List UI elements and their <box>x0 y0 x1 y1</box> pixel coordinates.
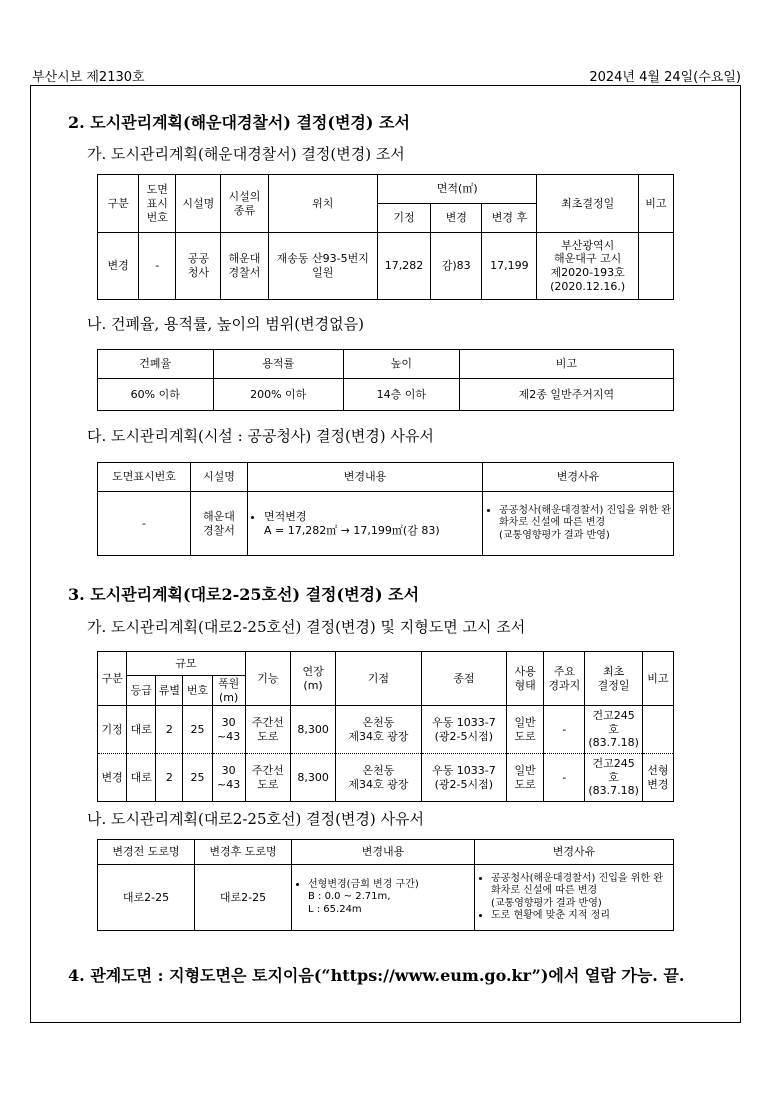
th-height: 높이 <box>343 350 459 379</box>
cell-function: 주간선 도로 <box>245 706 290 754</box>
cell-domyeon: - <box>98 492 191 556</box>
cell-date: 건고245호 (83.7.18) <box>585 754 642 802</box>
cell-use: 일반 도로 <box>507 754 544 802</box>
cell-facility: 공공 청사 <box>176 233 221 300</box>
th-use: 사용 형태 <box>507 652 544 706</box>
cell-start: 온천동 제34호 광장 <box>336 754 421 802</box>
reason-item: • 도로 현황에 맞춘 지적 정리 <box>491 910 671 923</box>
cell-height: 14층 이하 <box>343 379 459 411</box>
th-domyeon: 도면표시번호 <box>98 463 191 492</box>
table-reason-facility <box>97 462 674 556</box>
cell-far: 200% 이하 <box>213 379 343 411</box>
content-l: L : 65.24m <box>308 903 362 915</box>
cell-coverage: 60% 이하 <box>98 379 214 411</box>
section-3b-title: 나. 도시관리계획(대로2-25호선) 결정(변경) 사유서 <box>87 810 425 828</box>
cell-width: 30 ~43 <box>212 754 245 802</box>
cell-grade: 대로 <box>127 706 156 754</box>
th-via: 주요 경과지 <box>544 652 585 706</box>
gazette-issue: 부산시보 제2130호 <box>32 70 145 85</box>
cell-use: 일반 도로 <box>507 706 544 754</box>
th-facility: 시설명 <box>176 175 221 233</box>
th-grade: 등급 <box>127 676 156 706</box>
cell-domyeon: - <box>139 233 176 300</box>
cell-before: 17,282 <box>377 233 430 300</box>
cell-function: 주간선 도로 <box>245 754 290 802</box>
content-item: 면적변경 <box>264 509 307 523</box>
cell-kind: 해운대 경찰서 <box>221 233 268 300</box>
cell-via: - <box>544 754 585 802</box>
cell-content <box>292 865 475 931</box>
gazette-date: 2024년 4월 24일(수요일) <box>589 70 741 85</box>
th-note: 비고 <box>638 175 673 233</box>
cell-date: 부산광역시 해운대구 고시 제2020-193호 (2020.12.16.) <box>537 233 638 300</box>
th-far: 용적률 <box>213 350 343 379</box>
th-after-name: 변경후 도로명 <box>195 840 292 865</box>
th-domyeon: 도면 표시 번호 <box>139 175 176 233</box>
cell-facility: 해운대 경찰서 <box>191 492 248 556</box>
section-3-title: 3. 도시관리계획(대로2-25호선) 결정(변경) 조서 <box>68 585 420 604</box>
th-number: 번호 <box>183 676 212 706</box>
table-road <box>97 651 674 802</box>
th-date: 최초 결정일 <box>585 652 642 706</box>
cell-after: 17,199 <box>482 233 537 300</box>
table-reason-road <box>97 839 674 931</box>
th-content: 변경내용 <box>248 463 483 492</box>
th-facility: 시설명 <box>191 463 248 492</box>
cell-length: 8,300 <box>290 754 335 802</box>
cell-note: 제2종 일반주거지역 <box>459 379 673 411</box>
cell-length: 8,300 <box>290 706 335 754</box>
cell-number: 25 <box>183 706 212 754</box>
cell-via: - <box>544 706 585 754</box>
cell-after-name: 대로2-25 <box>195 865 292 931</box>
cell-location: 재송동 산93-5번지 일원 <box>268 233 377 300</box>
th-note: 비고 <box>642 652 673 706</box>
cell-number: 25 <box>183 754 212 802</box>
cell-note <box>638 233 673 300</box>
table-row <box>98 754 674 802</box>
th-function: 기능 <box>245 652 290 706</box>
th-start: 기점 <box>336 652 421 706</box>
th-scale: 규모 <box>127 652 246 676</box>
cell-width: 30 ~43 <box>212 706 245 754</box>
table-row <box>98 706 674 754</box>
th-gubun: 구분 <box>98 652 127 706</box>
table-ratio <box>97 349 674 411</box>
th-width: 폭원 (m) <box>212 676 245 706</box>
section-4-title: 4. 관계도면 : 지형도면은 토지이음(“https://www.eum.go.kr”)에서 열람 가능. 끝. <box>68 966 685 985</box>
cell-grade: 대로 <box>127 754 156 802</box>
th-reason: 변경사유 <box>483 463 674 492</box>
th-after: 변경 후 <box>482 204 537 233</box>
th-note: 비고 <box>459 350 673 379</box>
cell-type: 2 <box>156 706 183 754</box>
th-location: 위치 <box>268 175 377 233</box>
cell-gubun: 기정 <box>98 706 127 754</box>
th-change: 변경 <box>431 204 482 233</box>
content-item: 선형변경(금회 변경 구간) <box>308 878 419 890</box>
th-before-name: 변경전 도로명 <box>98 840 195 865</box>
th-reason: 변경사유 <box>475 840 674 865</box>
th-type: 류별 <box>156 676 183 706</box>
cell-content <box>248 492 483 556</box>
cell-gubun: 변경 <box>98 754 127 802</box>
th-content: 변경내용 <box>292 840 475 865</box>
th-before: 기정 <box>377 204 430 233</box>
cell-type: 2 <box>156 754 183 802</box>
section-2c-title: 다. 도시관리계획(시설 : 공공청사) 결정(변경) 사유서 <box>87 427 434 445</box>
reason-item: • 공공청사(해운대경찰서) 진입을 위한 완화차로 신설에 따른 변경 (교통영향평가 결과 반영) <box>499 505 671 543</box>
section-2a-title: 가. 도시관리계획(해운대경찰서) 결정(변경) 조서 <box>87 145 405 163</box>
cell-date: 건고245호 (83.7.18) <box>585 706 642 754</box>
th-gubun: 구분 <box>98 175 139 233</box>
cell-reason <box>483 492 674 556</box>
content-detail: A = 17,282㎡ → 17,199㎡(감 83) <box>264 523 440 537</box>
cell-note: 선형 변경 <box>642 754 673 802</box>
th-date: 최초결정일 <box>537 175 638 233</box>
cell-change: 감)83 <box>431 233 482 300</box>
cell-start: 온천동 제34호 광장 <box>336 706 421 754</box>
cell-gubun: 변경 <box>98 233 139 300</box>
th-coverage: 건폐율 <box>98 350 214 379</box>
cell-before-name: 대로2-25 <box>98 865 195 931</box>
cell-note <box>642 706 673 754</box>
section-3a-title: 가. 도시관리계획(대로2-25호선) 결정(변경) 및 지형도면 고시 조서 <box>87 618 526 636</box>
th-end: 종점 <box>421 652 506 706</box>
cell-end: 우동 1033-7 (광2-5시점) <box>421 754 506 802</box>
section-2-title: 2. 도시관리계획(해운대경찰서) 결정(변경) 조서 <box>68 113 410 132</box>
th-kind: 시설의 종류 <box>221 175 268 233</box>
cell-reason <box>475 865 674 931</box>
cell-end: 우동 1033-7 (광2-5시점) <box>421 706 506 754</box>
th-area: 면적(㎡) <box>377 175 537 204</box>
reason-item: • 공공청사(해운대경찰서) 진입을 위한 완화차로 신설에 따른 변경 (교통영향평가 결과 반영) <box>491 873 671 911</box>
section-2b-title: 나. 건폐율, 용적률, 높이의 범위(변경없음) <box>87 315 364 333</box>
th-length: 연장 (m) <box>290 652 335 706</box>
content-b: B : 0.0 ~ 2.71m, <box>308 891 391 903</box>
table-decision <box>97 174 674 300</box>
